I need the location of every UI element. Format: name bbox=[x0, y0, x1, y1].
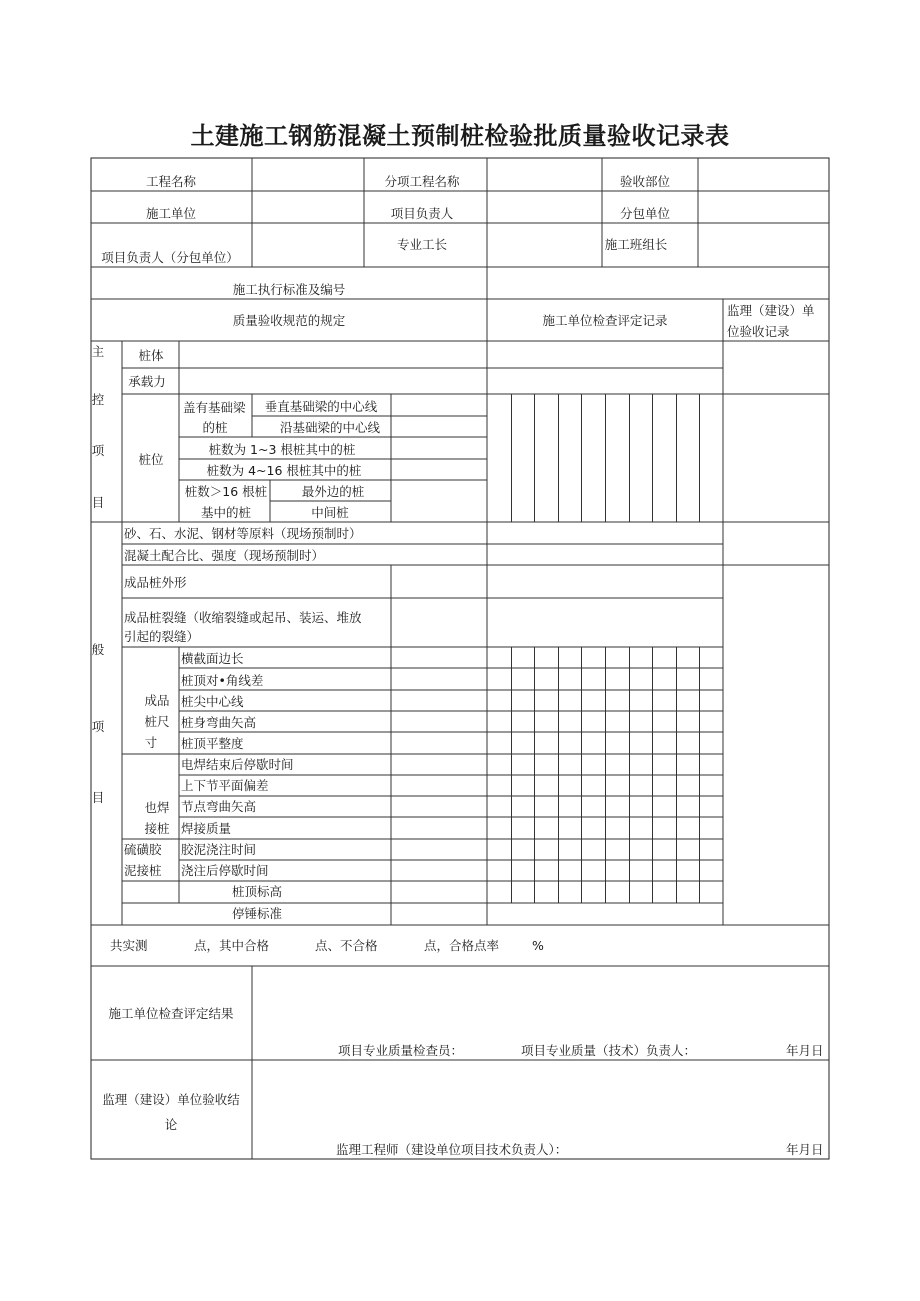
main-control-char-4: 目 bbox=[91, 495, 105, 510]
label-along-centerline: 沿基础梁的中心线 bbox=[279, 420, 381, 435]
label-appearance: 成品桩外形 bbox=[124, 575, 187, 590]
result-label: 施工单位检查评定结果 bbox=[108, 1006, 234, 1021]
label-sub-project-name: 分项工程名称 bbox=[384, 174, 460, 189]
label-pile-body: 桩体 bbox=[138, 348, 164, 363]
label-team-leader: 施工班组长 bbox=[604, 237, 668, 252]
label-supervision-record-1: 监理（建设）单 bbox=[727, 303, 815, 318]
conclusion-date: 年月日 bbox=[786, 1142, 824, 1157]
label-sulfur-2: 泥接桩 bbox=[124, 863, 162, 878]
label-perp-centerline: 垂直基础梁的中心线 bbox=[264, 399, 378, 414]
label-cracks-1: 成品桩裂缝（收缩裂缝或起吊、装运、堆放 bbox=[124, 610, 362, 625]
label-supervision-record-2: 位验收记录 bbox=[727, 324, 790, 339]
label-unit-record: 施工单位检查评定记录 bbox=[542, 313, 668, 328]
sulfur-item-1: 胶泥浇注时间 bbox=[181, 842, 257, 857]
conclusion-engineer: 监理工程师（建设单位项目技术负责人）： bbox=[336, 1142, 568, 1157]
main-control-char-1: 主 bbox=[91, 344, 105, 359]
label-standard: 施工执行标准及编号 bbox=[232, 282, 346, 297]
label-size-3: 寸 bbox=[144, 735, 158, 750]
general-char-2: 项 bbox=[91, 719, 105, 734]
label-project-leader: 项目负责人 bbox=[390, 206, 454, 221]
size-item-2: 桩顶对•角线差 bbox=[181, 673, 264, 688]
general-char-1: 般 bbox=[91, 642, 105, 657]
label-count-16-1: 桩数＞16 根桩 bbox=[184, 484, 268, 499]
label-count-1-3: 桩数为 1~3 根桩其中的桩 bbox=[208, 442, 356, 457]
label-count-4-16: 桩数为 4~16 根桩其中的桩 bbox=[206, 463, 362, 478]
result-inspector: 项目专业质量检查员： bbox=[338, 1043, 464, 1058]
label-sub-project-leader: 项目负责人（分包单位） bbox=[101, 250, 239, 265]
label-count-16-2: 基中的桩 bbox=[200, 505, 252, 520]
size-item-3: 桩尖中心线 bbox=[181, 694, 244, 709]
main-control-char-3: 项 bbox=[91, 443, 105, 458]
label-top-elevation: 桩顶标高 bbox=[231, 884, 283, 899]
label-raw-materials: 砂、石、水泥、钢材等原料（现场预制时） bbox=[124, 526, 362, 541]
summary-unqualified: 点、不合格 bbox=[315, 938, 378, 953]
main-control-char-2: 控 bbox=[91, 392, 105, 407]
size-item-1: 横截面边长 bbox=[181, 651, 244, 666]
size-item-4: 桩身弯曲矢高 bbox=[181, 715, 257, 730]
label-concrete-mix: 混凝土配合比、强度（现场预制时） bbox=[124, 548, 325, 563]
label-capped-1: 盖有基础梁 bbox=[183, 400, 246, 415]
weld-item-3: 节点弯曲矢高 bbox=[181, 799, 257, 814]
label-weld-1: 也焊 bbox=[144, 800, 170, 815]
label-size-1: 成品 bbox=[144, 693, 170, 708]
label-cracks-2: 引起的裂缝） bbox=[124, 629, 200, 644]
weld-item-4: 焊接质量 bbox=[181, 821, 232, 836]
label-size-2: 桩尺 bbox=[144, 714, 170, 729]
label-sulfur-1: 硫磺胶 bbox=[124, 842, 162, 857]
measurement-point-grid bbox=[512, 394, 700, 903]
label-stop-hammer: 停锤标准 bbox=[231, 906, 283, 921]
label-foreman: 专业工长 bbox=[396, 237, 448, 252]
label-construction-unit: 施工单位 bbox=[145, 206, 197, 221]
summary-total: 共实测 bbox=[110, 938, 148, 953]
result-date: 年月日 bbox=[786, 1043, 824, 1058]
label-pile-position: 桩位 bbox=[138, 452, 164, 467]
summary-rate: 点，合格点率 bbox=[424, 938, 500, 953]
form-title: 土建施工钢筋混凝土预制桩检验批质量验收记录表 bbox=[190, 122, 730, 150]
weld-item-2: 上下节平面偏差 bbox=[181, 778, 269, 793]
label-spec: 质量验收规范的规定 bbox=[232, 313, 346, 328]
conclusion-label-1: 监理（建设）单位验收结 bbox=[102, 1092, 240, 1107]
summary-qualified: 点，其中合格 bbox=[194, 938, 270, 953]
result-tech-leader: 项目专业质量（技术）负责人： bbox=[521, 1043, 697, 1058]
label-bearing: 承载力 bbox=[128, 374, 166, 389]
label-subcontract-unit: 分包单位 bbox=[619, 206, 671, 221]
size-item-5: 桩顶平整度 bbox=[181, 736, 244, 751]
sulfur-item-2: 浇注后停歇时间 bbox=[181, 863, 269, 878]
label-capped-2: 的桩 bbox=[202, 420, 228, 435]
conclusion-label-2: 论 bbox=[164, 1117, 178, 1132]
label-acceptance-part: 验收部位 bbox=[619, 174, 671, 189]
label-project-name: 工程名称 bbox=[145, 174, 197, 189]
summary-percent: % bbox=[532, 938, 544, 953]
label-middle: 中间桩 bbox=[311, 505, 349, 520]
label-weld-2: 接桩 bbox=[144, 821, 170, 836]
weld-item-1: 电焊结束后停歇时间 bbox=[181, 757, 294, 772]
general-char-3: 目 bbox=[91, 790, 105, 805]
label-outermost: 最外边的桩 bbox=[301, 484, 365, 499]
